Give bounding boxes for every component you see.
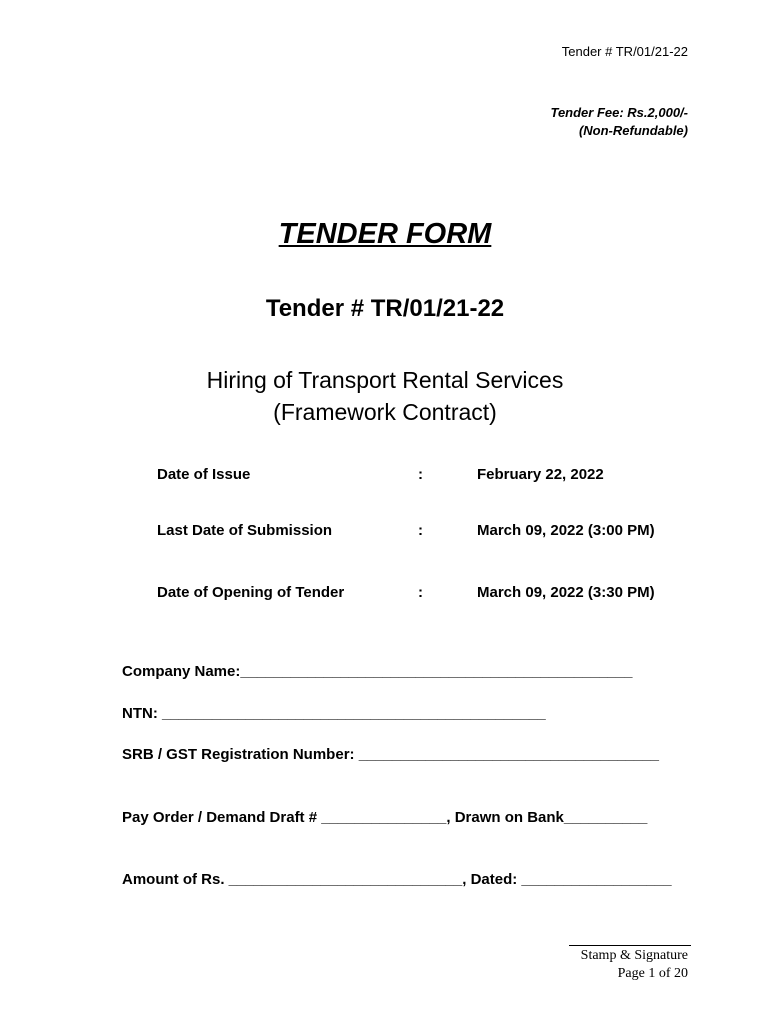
last-date-submission-separator: : <box>418 522 423 539</box>
tender-subject-line-2: (Framework Contract) <box>273 399 497 425</box>
last-date-submission-value: March 09, 2022 (3:00 PM) <box>477 522 655 539</box>
date-of-issue-value: February 22, 2022 <box>477 466 604 483</box>
date-of-issue-separator: : <box>418 466 423 483</box>
date-opening-tender-value: March 09, 2022 (3:30 PM) <box>477 584 655 601</box>
tender-reference-header: Tender # TR/01/21-22 <box>561 44 688 59</box>
srb-gst-registration-field: SRB / GST Registration Number: ____________________________________ <box>122 746 660 763</box>
tender-subject <box>0 364 770 428</box>
date-opening-tender-label: Date of Opening of Tender <box>157 584 345 601</box>
page-title: TENDER FORM <box>278 218 492 250</box>
page-number: Page 1 of 20 <box>617 966 688 981</box>
tender-fee-amount: Tender Fee: Rs.2,000/- <box>550 105 688 120</box>
tender-fee-note <box>550 104 688 140</box>
stamp-signature-label: Stamp & Signature <box>580 948 688 963</box>
date-opening-tender-separator: : <box>418 584 423 601</box>
pay-order-demand-draft-field: Pay Order / Demand Draft # _______________, Drawn on Bank__________ <box>122 809 648 826</box>
company-name-field: Company Name:_______________________________________________ <box>122 663 633 680</box>
tender-number-heading: Tender # TR/01/21-22 <box>265 295 505 322</box>
amount-dated-field: Amount of Rs. ____________________________, Dated: __________________ <box>122 871 672 888</box>
ntn-field: NTN: ______________________________________________ <box>122 705 546 722</box>
tender-fee-refund-note: (Non-Refundable) <box>578 123 688 138</box>
last-date-submission-label: Last Date of Submission <box>157 522 333 539</box>
date-of-issue-label: Date of Issue <box>157 466 251 483</box>
tender-subject-line-1: Hiring of Transport Rental Services <box>206 367 564 393</box>
signature-line <box>569 945 691 946</box>
